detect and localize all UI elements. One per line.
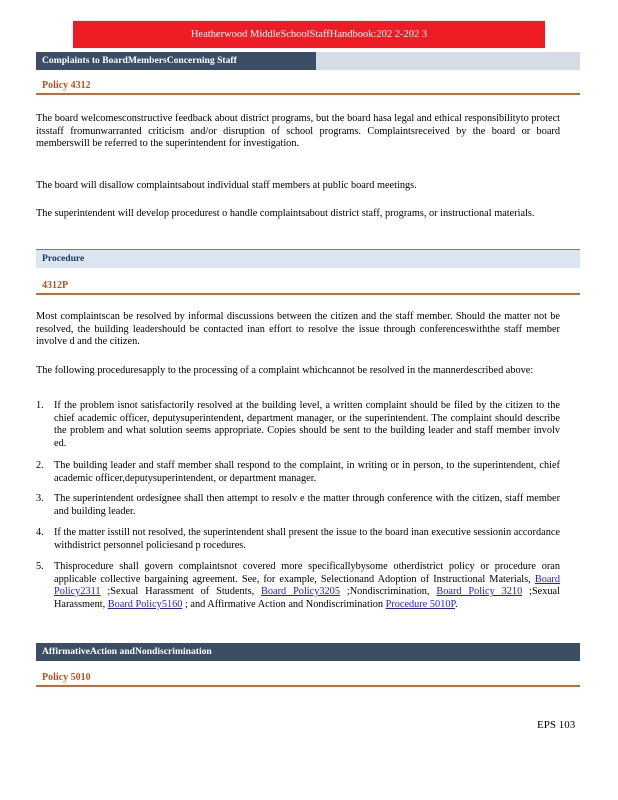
list-text: The building leader and staff member shall respond to the complaint, in writing or in person, to the superintendent, chief academic officer,deputysuperintendent, or department manager. — [54, 460, 560, 484]
handbook-title-banner — [73, 21, 545, 48]
list-text: If the matter isstill not resolved, the superintendent shall present the issue to the board inan executive sessionin accordance withdistrict personnel policiesand p rocedures. — [54, 527, 560, 551]
list-number: 4. — [36, 527, 44, 538]
section-header-procedure — [36, 249, 580, 268]
list-text-segment: ;Sexual Harassment, — [54, 586, 560, 610]
board-policy-2311-link[interactable]: Board Policy2311 — [54, 573, 560, 598]
policy-number: Policy 4312 — [42, 80, 91, 91]
section-title: AffirmativeAction andNondiscrimination — [42, 646, 212, 657]
list-text: If the problem isnot satisfactorily resolved at the building level, a written complaint should be filed by the citizen to the chief academic officer, deputysuperintendent, department manager, or the superintendent. The complaint should describe the problem and what solution seems appropriate. Copies should be sent to the building leader and staff member involv ed. — [54, 400, 560, 449]
section-header-edge — [316, 52, 580, 70]
paragraph: Most complaintscan be resolved by informal discussions between the citizen and the staff member. Should the matter not be resolved, the building leadershould be contacted inan effort to resolve the issue through conferenceswiththe staff member involve d and the citizen. — [36, 311, 560, 348]
policy-heading-5010 — [36, 669, 580, 687]
list-text-segment: ;Sexual Harassment of Students, — [107, 586, 255, 598]
handbook-title: Heatherwood MiddleSchoolStaffHandbook:202 2-202 3 — [190, 29, 428, 40]
list-number: 5. — [36, 561, 44, 572]
list-text-segment: Thisprocedure shall govern complaintsnot covered more specificallybysome otherdistrict policy or procedure oran applicable collective bargaining agreement. See, for example, Selectionand Adoption of Instructional Materials, — [54, 561, 560, 585]
board-policy-5160-link[interactable]: Board Policy5160 — [107, 598, 183, 610]
policy-heading-4312p — [36, 277, 580, 295]
list-text — [54, 561, 560, 611]
procedure-5010p-link[interactable]: Procedure 5010P — [385, 598, 456, 610]
paragraph: The following proceduresapply to the processing of a complaint whichcannot be resolved in the mannerdescribed above: — [36, 365, 534, 376]
policy-number: 4312P — [42, 280, 69, 291]
paragraph: The board will disallow complaintsabout individual staff members at public board meetings. — [36, 180, 417, 191]
section-header-complaints — [36, 52, 580, 70]
list-number: 1. — [36, 400, 44, 411]
board-policy-3205-link[interactable]: Board Policy3205 — [261, 586, 340, 598]
list-text-segment: ; and Affirmative Action and Nondiscrimination — [185, 598, 383, 610]
paragraph: The superintendent will develop procedurest o handle complaintsabout district staff, programs, or instructional materials. — [36, 208, 535, 219]
list-text-segment: ;Nondiscrimination, — [346, 586, 430, 598]
list-number: 3. — [36, 493, 44, 504]
list-text: The superintendent ordesignee shall then attempt to resolv e the matter through conference with the citizen, staff member and building leader. — [54, 493, 560, 517]
paragraph: The board welcomesconstructive feedback about district programs, but the board hasa legal and ethical responsibilityto protect itsstaff fromunwarranted criticism and/or disruption of school programs. Complaintsreceived by the board or board memberswill be referred to the superintendent for investigation. — [36, 113, 560, 150]
section-header-affirmative-action — [36, 643, 580, 661]
page-number: EPS 103 — [537, 719, 576, 731]
policy-heading-4312 — [36, 77, 580, 95]
list-text-segment: . — [455, 598, 458, 610]
board-policy-3210-link[interactable]: Board Policy 3210 — [436, 586, 523, 598]
list-number: 2. — [36, 460, 44, 471]
section-title: Complaints to BoardMembersConcerning Staff — [42, 55, 237, 66]
section-title: Procedure — [42, 253, 85, 264]
policy-number: Policy 5010 — [42, 672, 91, 683]
